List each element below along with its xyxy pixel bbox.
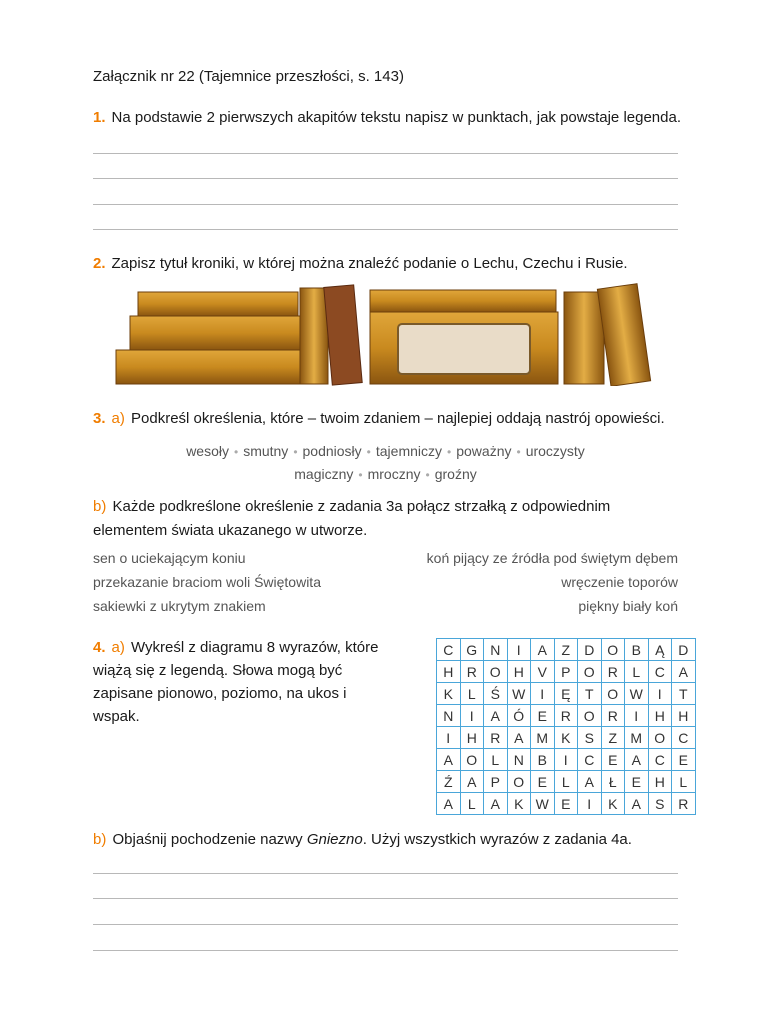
grid-cell[interactable]: T xyxy=(578,683,602,705)
grid-cell[interactable]: I xyxy=(625,705,649,727)
word: smutny xyxy=(243,443,289,459)
grid-cell[interactable]: N xyxy=(437,705,461,727)
grid-cell[interactable]: G xyxy=(460,639,484,661)
grid-cell[interactable]: B xyxy=(625,639,649,661)
grid-cell[interactable]: P xyxy=(484,771,508,793)
grid-cell[interactable]: Z xyxy=(554,639,578,661)
right-item: wręczenie toporów xyxy=(561,574,678,590)
grid-cell[interactable]: R xyxy=(601,661,625,683)
answer-line xyxy=(93,204,678,205)
grid-cell[interactable]: I xyxy=(437,727,461,749)
grid-cell[interactable]: K xyxy=(437,683,461,705)
question-text: Każde podkreślone określenie z zadania 3a połącz strzałką z odpowiednim elementem świata ukazanego w utworze. xyxy=(93,498,611,539)
word: podniosły xyxy=(302,443,362,459)
grid-cell[interactable]: A xyxy=(672,661,696,683)
grid-cell[interactable]: L xyxy=(460,793,484,815)
question-4b xyxy=(93,831,632,848)
grid-cell[interactable]: O xyxy=(601,683,625,705)
word-search-grid[interactable] xyxy=(436,638,696,815)
grid-cell[interactable]: H xyxy=(507,661,531,683)
answer-line xyxy=(93,873,678,874)
grid-row xyxy=(437,639,696,661)
grid-cell[interactable]: N xyxy=(484,639,508,661)
word: magiczny xyxy=(294,466,354,482)
grid-row xyxy=(437,771,696,793)
grid-row xyxy=(437,661,696,683)
grid-cell[interactable]: K xyxy=(507,793,531,815)
grid-cell[interactable]: W xyxy=(507,683,531,705)
question-number: 3. xyxy=(93,410,106,427)
grid-cell[interactable]: S xyxy=(578,727,602,749)
question-3b xyxy=(93,495,683,543)
answer-line xyxy=(93,178,678,179)
grid-cell[interactable]: W xyxy=(531,793,555,815)
grid-cell[interactable]: H xyxy=(672,705,696,727)
grid-cell[interactable]: E xyxy=(625,771,649,793)
grid-cell[interactable]: Ę xyxy=(554,683,578,705)
question-text: Wykreśl z diagramu 8 wyrazów, które wiążą się z legendą. Słowa mogą być zapisane pionowo, poziomo, na ukos i wspak. xyxy=(93,639,379,725)
grid-cell[interactable]: Ś xyxy=(484,683,508,705)
grid-cell[interactable]: O xyxy=(648,727,672,749)
grid-row xyxy=(437,727,696,749)
grid-cell[interactable]: O xyxy=(507,771,531,793)
question-text: Podkreśl określenia, które – twoim zdaniem – najlepiej oddają nastrój opowieści. xyxy=(131,410,665,427)
word: groźny xyxy=(434,466,477,482)
grid-cell[interactable]: V xyxy=(531,661,555,683)
grid-cell[interactable]: I xyxy=(578,793,602,815)
answer-line xyxy=(93,898,678,899)
grid-cell[interactable]: D xyxy=(578,639,602,661)
answer-line xyxy=(93,229,678,230)
grid-cell[interactable]: R xyxy=(672,793,696,815)
mood-words-row-2: magiczny • mroczny • groźny xyxy=(294,466,477,482)
grid-cell[interactable]: R xyxy=(554,705,578,727)
grid-cell[interactable]: R xyxy=(460,661,484,683)
grid-cell[interactable]: A xyxy=(625,793,649,815)
question-text: Objaśnij pochodzenie nazwy xyxy=(112,831,307,848)
word: wesoły xyxy=(186,443,229,459)
grid-cell[interactable]: B xyxy=(531,749,555,771)
page-title: Załącznik nr 22 (Tajemnice przeszłości, s. 143) xyxy=(93,68,404,85)
word: mroczny xyxy=(367,466,421,482)
question-number: 4. xyxy=(93,639,106,656)
grid-cell[interactable]: I xyxy=(507,639,531,661)
mood-words-row-1: wesoły • smutny • podniosły • tajemniczy • poważny • uroczysty xyxy=(186,443,585,459)
grid-row xyxy=(437,749,696,771)
subquestion-label: a) xyxy=(111,410,125,427)
grid-cell[interactable]: E xyxy=(531,705,555,727)
grid-cell[interactable]: M xyxy=(625,727,649,749)
grid-cell[interactable]: H xyxy=(648,771,672,793)
grid-cell[interactable]: L xyxy=(625,661,649,683)
left-item: sakiewki z ukrytym znakiem xyxy=(93,598,266,614)
grid-cell[interactable]: H xyxy=(460,727,484,749)
grid-row xyxy=(437,793,696,815)
question-number: 2. xyxy=(93,255,106,272)
word: uroczysty xyxy=(525,443,585,459)
subquestion-label: b) xyxy=(93,498,107,515)
grid-cell[interactable]: L xyxy=(554,771,578,793)
answer-line xyxy=(93,950,678,951)
grid-cell[interactable]: P xyxy=(554,661,578,683)
grid-cell[interactable]: R xyxy=(484,727,508,749)
grid-cell[interactable]: A xyxy=(437,793,461,815)
question-3a xyxy=(93,410,665,427)
grid-cell[interactable]: O xyxy=(484,661,508,683)
grid-cell[interactable]: C xyxy=(437,639,461,661)
grid-cell[interactable]: T xyxy=(672,683,696,705)
grid-cell[interactable]: O xyxy=(578,661,602,683)
grid-cell[interactable]: S xyxy=(648,793,672,815)
question-1 xyxy=(93,109,681,126)
grid-cell[interactable]: A xyxy=(460,771,484,793)
word: poważny xyxy=(456,443,512,459)
right-item: koń pijący ze źródła pod świętym dębem xyxy=(426,550,678,566)
question-2 xyxy=(93,255,628,272)
question-text: Zapisz tytuł kroniki, w której można znaleźć podanie o Lechu, Czechu i Rusie. xyxy=(111,255,628,272)
grid-cell[interactable]: I xyxy=(554,749,578,771)
grid-cell[interactable]: N xyxy=(507,749,531,771)
grid-cell[interactable]: E xyxy=(531,771,555,793)
grid-cell[interactable]: M xyxy=(531,727,555,749)
grid-cell[interactable]: C xyxy=(648,749,672,771)
grid-cell[interactable]: C xyxy=(648,661,672,683)
question-text: . Użyj wszystkich wyrazów z zadania 4a. xyxy=(362,831,632,848)
grid-cell[interactable]: Z xyxy=(601,727,625,749)
grid-cell[interactable]: E xyxy=(601,749,625,771)
grid-cell[interactable]: I xyxy=(531,683,555,705)
grid-cell[interactable]: O xyxy=(460,749,484,771)
grid-cell[interactable]: A xyxy=(625,749,649,771)
question-number: 1. xyxy=(93,109,106,126)
grid-cell[interactable]: A xyxy=(531,639,555,661)
grid-cell[interactable]: R xyxy=(601,705,625,727)
left-item: sen o uciekającym koniu xyxy=(93,550,246,566)
grid-cell[interactable]: L xyxy=(672,771,696,793)
grid-cell[interactable]: A xyxy=(507,727,531,749)
grid-cell[interactable]: E xyxy=(672,749,696,771)
grid-cell[interactable]: I xyxy=(460,705,484,727)
grid-cell[interactable]: O xyxy=(601,639,625,661)
grid-cell[interactable]: K xyxy=(554,727,578,749)
grid-cell[interactable]: K xyxy=(601,793,625,815)
word: tajemniczy xyxy=(375,443,443,459)
answer-line xyxy=(93,924,678,925)
grid-cell[interactable]: Ź xyxy=(437,771,461,793)
subquestion-label: a) xyxy=(111,639,125,656)
grid-cell[interactable]: L xyxy=(460,683,484,705)
grid-cell[interactable]: Ą xyxy=(648,639,672,661)
subquestion-label: b) xyxy=(93,831,107,848)
question-text: Na podstawie 2 pierwszych akapitów tekstu napisz w punktach, jak powstaje legenda. xyxy=(111,109,681,126)
grid-row xyxy=(437,683,696,705)
answer-line xyxy=(93,153,678,154)
grid-cell[interactable]: Ł xyxy=(601,771,625,793)
grid-cell[interactable]: O xyxy=(578,705,602,727)
grid-cell[interactable]: C xyxy=(578,749,602,771)
grid-cell[interactable]: Ó xyxy=(507,705,531,727)
grid-cell[interactable]: H xyxy=(648,705,672,727)
grid-cell[interactable]: A xyxy=(578,771,602,793)
grid-cell[interactable]: A xyxy=(484,793,508,815)
left-item: przekazanie braciom woli Świętowita xyxy=(93,574,321,590)
grid-cell[interactable]: L xyxy=(484,749,508,771)
grid-cell[interactable]: D xyxy=(672,639,696,661)
grid-cell[interactable]: A xyxy=(484,705,508,727)
grid-cell[interactable]: H xyxy=(437,661,461,683)
grid-row xyxy=(437,705,696,727)
grid-cell[interactable]: I xyxy=(648,683,672,705)
grid-cell[interactable]: W xyxy=(625,683,649,705)
question-4a xyxy=(93,636,385,728)
question-text-italic: Gniezno xyxy=(306,831,363,848)
grid-cell[interactable]: C xyxy=(672,727,696,749)
right-item: piękny biały koń xyxy=(578,598,678,614)
grid-cell[interactable]: A xyxy=(437,749,461,771)
books-illustration xyxy=(108,282,660,386)
grid-cell[interactable]: E xyxy=(554,793,578,815)
